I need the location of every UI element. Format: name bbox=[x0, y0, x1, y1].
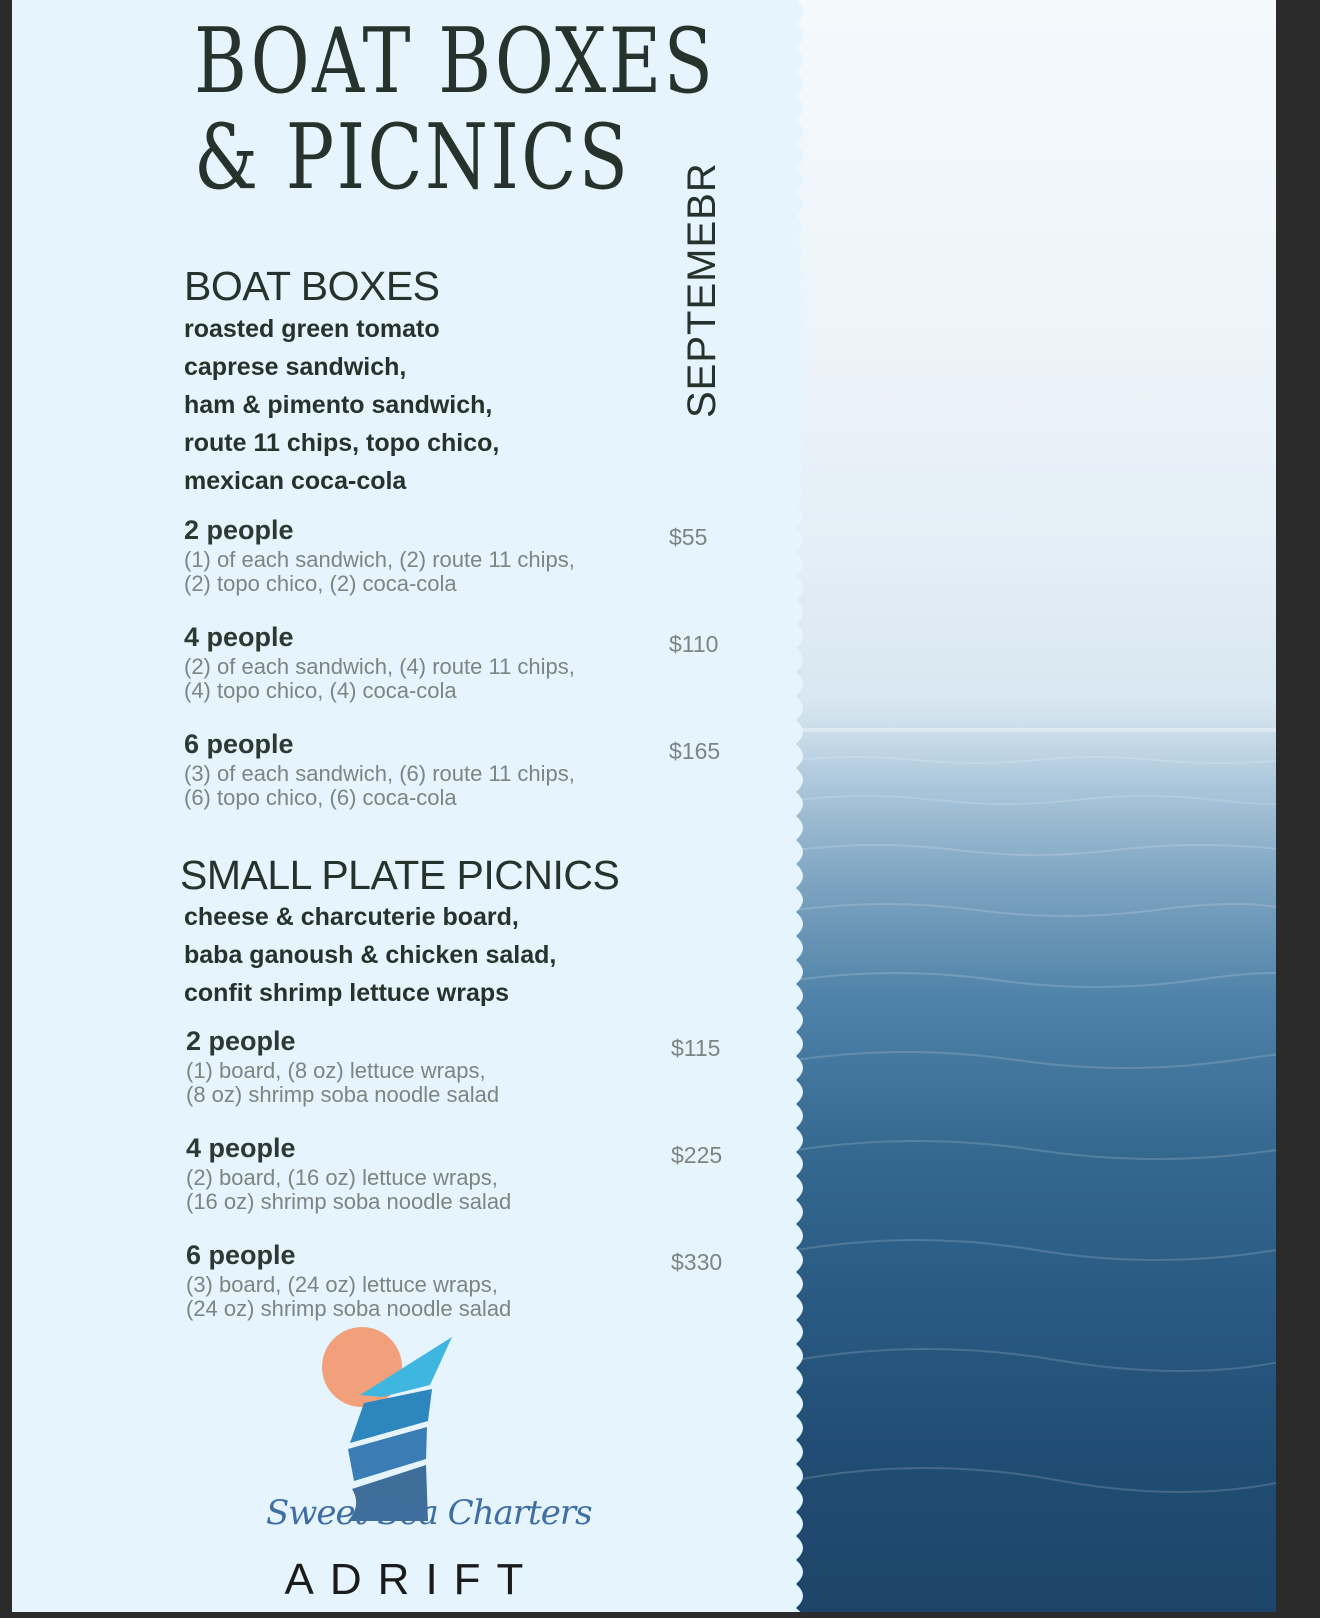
option-desc-line2: (4) topo chico, (4) coca-cola bbox=[184, 678, 457, 703]
boat-box-option-6 bbox=[184, 728, 744, 810]
menu-page bbox=[12, 0, 1290, 1612]
option-desc-line1: (3) of each sandwich, (6) route 11 chips, bbox=[184, 761, 575, 786]
menu-title bbox=[194, 9, 716, 210]
sea-waves bbox=[796, 0, 1290, 1612]
menu-item: route 11 chips, topo chico, bbox=[184, 429, 500, 457]
option-desc-line1: (3) board, (24 oz) lettuce wraps, bbox=[186, 1272, 498, 1297]
menu-item: confit shrimp lettuce wraps bbox=[184, 979, 510, 1007]
picnic-option-4 bbox=[186, 1132, 746, 1214]
picnic-option-6 bbox=[186, 1239, 746, 1321]
option-desc-line2: (16 oz) shrimp soba noodle salad bbox=[186, 1189, 512, 1214]
window-edge bbox=[1276, 0, 1290, 1618]
menu-item: ham & pimento sandwich, bbox=[184, 391, 493, 419]
price: $165 bbox=[669, 738, 721, 764]
option-desc-line1: (1) board, (8 oz) lettuce wraps, bbox=[186, 1058, 486, 1083]
option-desc-line2: (6) topo chico, (6) coca-cola bbox=[184, 785, 457, 810]
option-desc-line2: (24 oz) shrimp soba noodle salad bbox=[186, 1296, 512, 1321]
picnic-option-2 bbox=[186, 1025, 746, 1107]
price: $225 bbox=[671, 1142, 723, 1168]
price: $115 bbox=[671, 1035, 721, 1061]
option-desc-line1: (1) of each sandwich, (2) route 11 chips, bbox=[184, 547, 575, 572]
company-logo bbox=[252, 1325, 592, 1612]
sea-photo bbox=[796, 0, 1290, 1612]
option-desc-line2: (8 oz) shrimp soba noodle salad bbox=[186, 1082, 500, 1107]
menu-title-line2: & PICNICS bbox=[194, 105, 631, 210]
option-title: 4 people bbox=[186, 1133, 296, 1163]
boat-boxes-items bbox=[184, 310, 499, 500]
option-title: 4 people bbox=[184, 622, 294, 652]
price: $110 bbox=[669, 631, 719, 657]
option-desc-line1: (2) of each sandwich, (4) route 11 chips, bbox=[184, 654, 575, 679]
picnic-items bbox=[184, 898, 556, 1012]
option-desc-line2: (2) topo chico, (2) coca-cola bbox=[184, 571, 457, 596]
boat-box-option-4 bbox=[184, 621, 744, 703]
option-desc-line1: (2) board, (16 oz) lettuce wraps, bbox=[186, 1165, 498, 1190]
menu-item: cheese & charcuterie board, bbox=[184, 903, 519, 931]
price: $330 bbox=[671, 1249, 723, 1275]
menu-title-line1: BOAT BOXES bbox=[194, 9, 716, 114]
small-plate-picnics-heading: SMALL PLATE PICNICS bbox=[180, 852, 620, 898]
option-title: 6 people bbox=[184, 729, 294, 759]
menu-item: baba ganoush & chicken salad, bbox=[184, 941, 557, 969]
logo-script-text: Sweet Sea Charters bbox=[266, 1493, 592, 1533]
boat-boxes-heading: BOAT BOXES bbox=[184, 263, 440, 309]
menu-item: roasted green tomato bbox=[184, 315, 440, 343]
logo-wordmark: ADRIFT bbox=[284, 1555, 540, 1604]
option-title: 2 people bbox=[184, 515, 294, 545]
menu-item: caprese sandwich, bbox=[184, 353, 407, 381]
scalloped-edge bbox=[788, 0, 828, 1612]
month-label: SEPTEMEBR bbox=[680, 162, 724, 418]
menu-item: mexican coca-cola bbox=[184, 467, 407, 495]
boat-box-option-2 bbox=[184, 514, 744, 596]
option-title: 2 people bbox=[186, 1026, 296, 1056]
price: $55 bbox=[669, 524, 708, 550]
option-title: 6 people bbox=[186, 1240, 296, 1270]
